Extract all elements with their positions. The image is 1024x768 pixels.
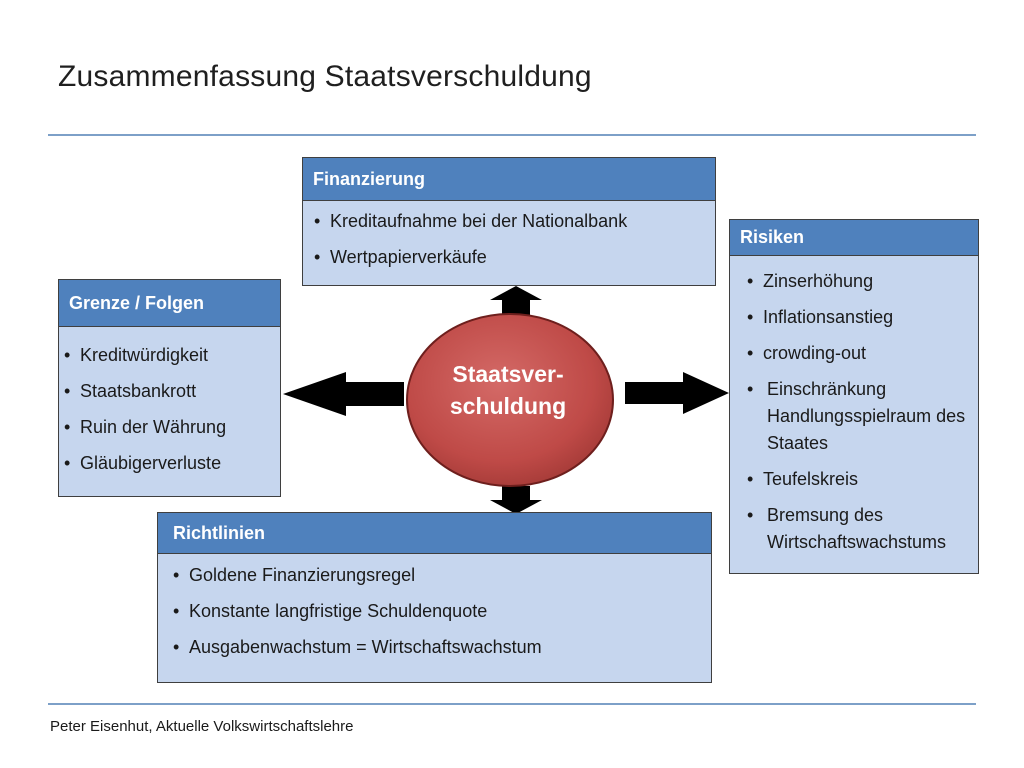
list-item: • Kreditaufnahme bei der Nationalbank [312,208,715,235]
richtlinien-list [158,554,711,661]
center-label-line1: Staatsver- [452,361,564,387]
footer-credit: Peter Eisenhut, Aktuelle Volkswirtschaftslehre [50,718,354,735]
risiken-header: Risiken [730,220,978,256]
list-item: • Wertpapierverkäufe [312,244,715,271]
arrow-right [625,372,729,414]
list-item: • Konstante langfristige Schuldenquote [171,598,711,625]
list-item: • Staatsbankrott [62,378,280,405]
risiken-list [730,256,978,556]
arrow-left [283,372,404,416]
list-item: • Bremsung des Wirtschaftswachstums [745,502,978,556]
bottom-divider [48,703,976,705]
richtlinien-box [157,512,712,683]
list-item: • Ruin der Währung [62,414,280,441]
list-item: • Goldene Finanzierungsregel [171,562,711,589]
grenze-folgen-box [58,279,281,497]
arrow-down [490,486,542,514]
list-item: • Inflationsanstieg [745,304,978,331]
list-item: • Kreditwürdigkeit [62,342,280,369]
finanzierung-list [303,201,715,271]
arrow-up [490,286,542,316]
grenze-folgen-header: Grenze / Folgen [59,280,280,327]
list-item: • Gläubigerverluste [62,450,280,477]
finanzierung-header: Finanzierung [303,158,715,201]
list-item: • crowding-out [745,340,978,367]
list-item: • Ausgabenwachstum = Wirtschaftswachstum [171,634,711,661]
richtlinien-header: Richtlinien [158,513,711,554]
center-label-line2: schuldung [449,393,567,419]
finanzierung-box [302,157,716,286]
list-item: • Teufelskreis [745,466,978,493]
list-item: • Einschränkung Handlungsspielraum des Staates [745,376,978,457]
slide-title: Zusammenfassung Staatsverschuldung [58,60,592,93]
list-item: • Zinserhöhung [745,268,978,295]
risiken-box [729,219,979,574]
center-label [408,358,608,422]
grenze-folgen-list [59,327,280,477]
